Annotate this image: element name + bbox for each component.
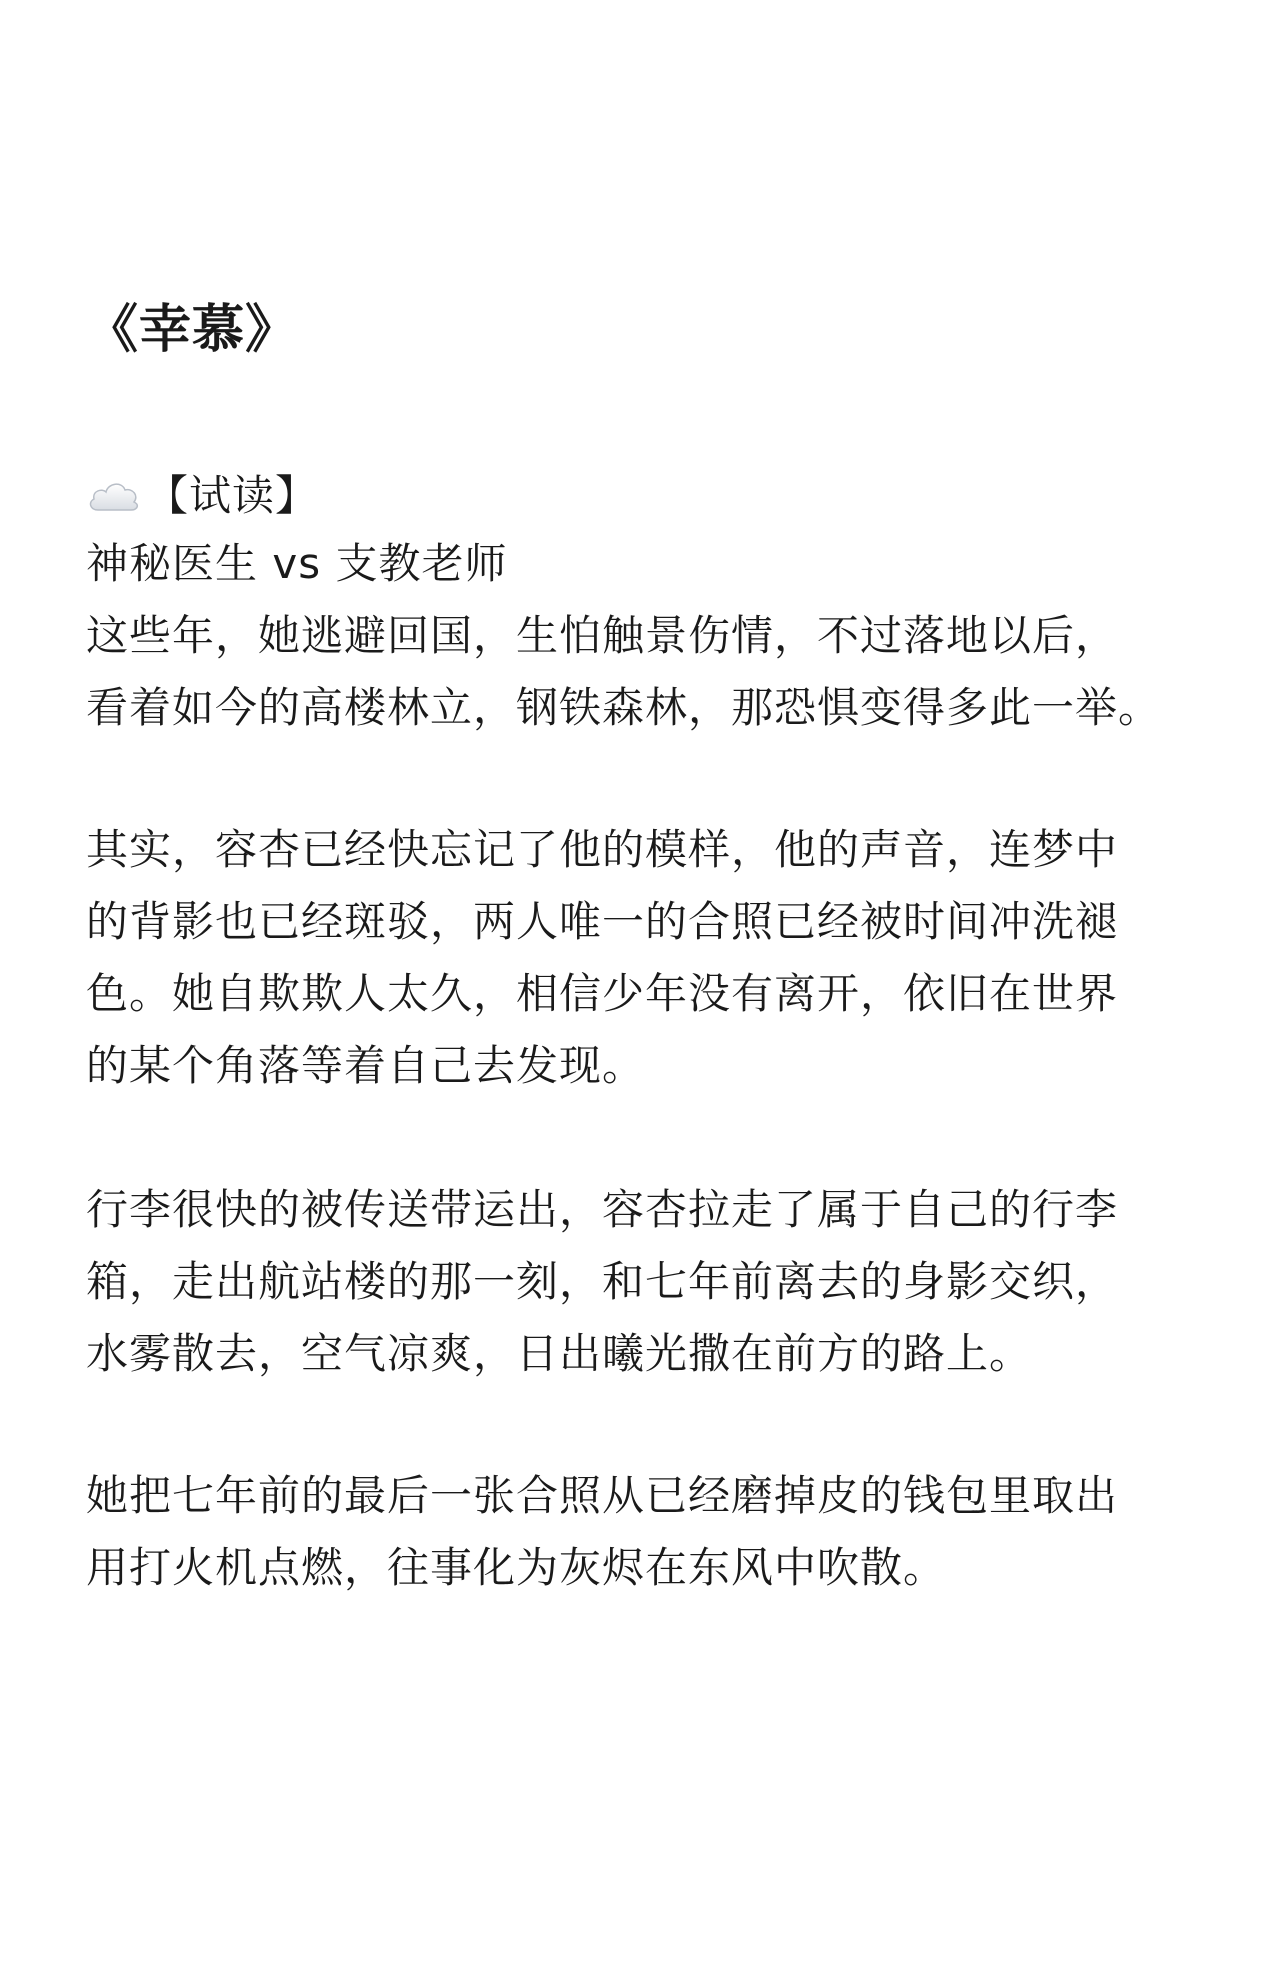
paragraph-line: 看着如今的高楼林立，钢铁森林，那恐惧变得多此一举。 [86,683,1162,732]
paragraph-line: 行李很快的被传送带运出，容杏拉走了属于自己的行李 [86,1185,1119,1234]
trial-label: 【试读】 [146,471,319,520]
book-title: 《幸慕》 [86,300,299,360]
genre-line: 神秘医生 vs 支教老师 [86,539,508,588]
paragraph-line: 色。她自欺欺人太久，相信少年没有离开，依旧在世界 [86,969,1119,1018]
paragraph-line: 的某个角落等着自己去发现。 [86,1041,646,1090]
paragraph-line: 箱，走出航站楼的那一刻，和七年前离去的身影交织， [86,1257,1119,1306]
paragraph-line: 这些年，她逃避回国，生怕触景伤情，不过落地以后， [86,611,1119,660]
paragraph-line: 水雾散去，空气凉爽，日出曦光撒在前方的路上。 [86,1329,1033,1378]
trial-header [86,468,318,524]
paragraph-line: 的背影也已经斑驳，两人唯一的合照已经被时间冲洗褪 [86,897,1119,946]
paragraph-line: 她把七年前的最后一张合照从已经磨掉皮的钱包里取出 [86,1471,1119,1520]
cloud-icon [86,476,142,516]
paragraph-line: 其实，容杏已经快忘记了他的模样，他的声音，连梦中 [86,825,1119,874]
paragraph-line: 用打火机点燃，往事化为灰烬在东风中吹散。 [86,1543,947,1592]
